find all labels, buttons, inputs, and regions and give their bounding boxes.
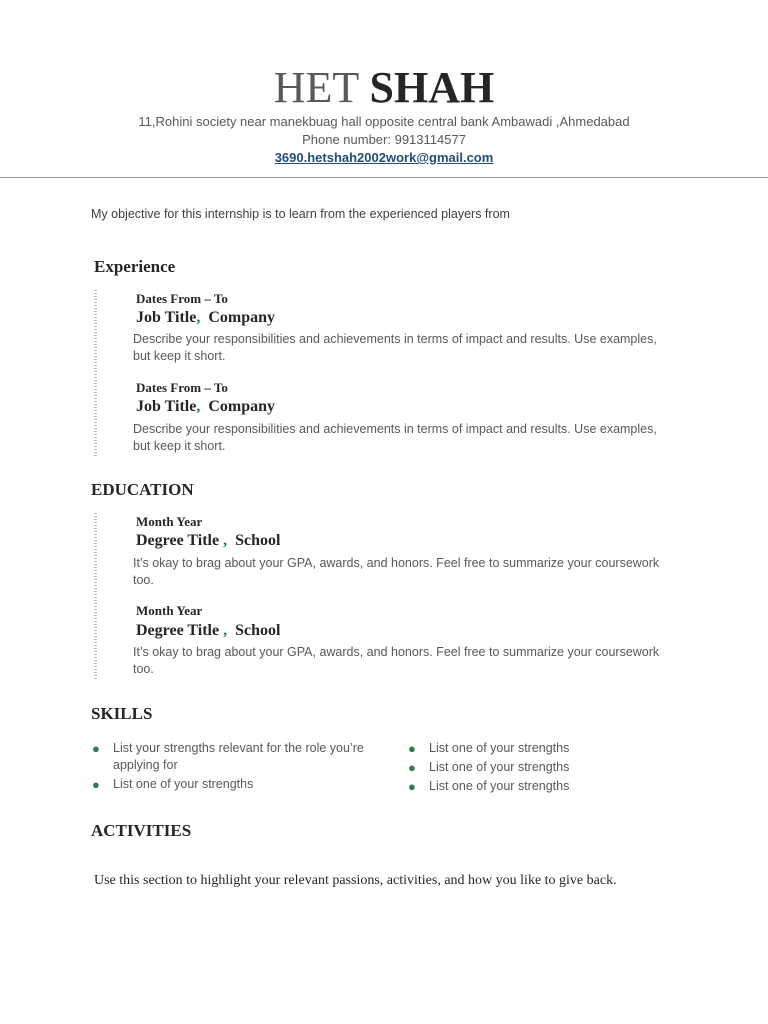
company-name: Company: [208, 309, 275, 326]
skill-text: List one of your strengths: [429, 779, 570, 793]
experience-dates: Dates From – To: [136, 291, 228, 306]
experience-job-line: [136, 398, 275, 416]
first-name: HET: [273, 63, 359, 112]
skill-text: List your strengths relevant for the role you’re applying for: [113, 741, 364, 772]
job-title: Job Title: [136, 398, 197, 415]
company-name: Company: [208, 398, 275, 415]
experience-heading: Experience: [94, 257, 176, 276]
skill-item: [92, 740, 388, 774]
last-name: SHAH: [369, 63, 495, 112]
bullet-icon: ●: [92, 741, 100, 756]
school-name: School: [235, 532, 281, 549]
activities-heading: ACTIVITIES: [91, 821, 192, 840]
address-line: 11,Rohini society near manekbuag hall opposite central bank Ambawadi ,Ahmedabad: [138, 114, 630, 129]
activities-text: Use this section to highlight your relevant passions, activities, and how you like to give back.: [94, 873, 617, 888]
education-description: It’s okay to brag about your GPA, awards, and honors. Feel free to summarize your coursework too.: [133, 556, 660, 587]
experience-timeline: [94, 290, 97, 456]
experience-dates: Dates From – To: [136, 380, 228, 395]
school-name: School: [235, 622, 281, 639]
phone-line: Phone number: 9913114577: [302, 132, 466, 147]
degree-title: Degree Title: [136, 532, 220, 549]
education-description: It’s okay to brag about your GPA, awards, and honors. Feel free to summarize your coursework too.: [133, 645, 660, 676]
education-timeline: [94, 513, 97, 679]
header-divider: [0, 177, 768, 178]
skill-text: List one of your strengths: [429, 760, 570, 774]
objective-text: My objective for this internship is to learn from the experienced players from: [91, 207, 510, 221]
job-title: Job Title: [136, 309, 197, 326]
job-comma: ,: [196, 398, 201, 415]
experience-job-line: [136, 309, 275, 327]
experience-description: Describe your responsibilities and achievements in terms of impact and results. Use examples, but keep it short.: [133, 422, 657, 453]
bullet-icon: ●: [408, 760, 416, 775]
skill-item: [92, 776, 388, 793]
skill-text: List one of your strengths: [429, 741, 570, 755]
bullet-icon: ●: [408, 741, 416, 756]
education-degree-line: [136, 622, 282, 640]
bullet-icon: ●: [408, 779, 416, 794]
education-heading: EDUCATION: [91, 480, 194, 499]
skill-text: List one of your strengths: [113, 777, 254, 791]
degree-title: Degree Title: [136, 622, 220, 639]
resume-name: [0, 60, 768, 116]
education-dates: Month Year: [136, 514, 203, 529]
skill-item: [408, 778, 679, 795]
email-link[interactable]: 3690.hetshah2002work@gmail.com: [274, 150, 494, 165]
experience-description: Describe your responsibilities and achievements in terms of impact and results. Use examples, but keep it short.: [133, 332, 657, 363]
skill-item: [408, 740, 679, 757]
degree-comma: ,: [223, 622, 228, 639]
education-dates: Month Year: [136, 603, 203, 618]
job-comma: ,: [196, 309, 201, 326]
skills-heading: SKILLS: [91, 704, 153, 723]
education-degree-line: [136, 532, 282, 550]
degree-comma: ,: [223, 532, 228, 549]
bullet-icon: ●: [92, 777, 100, 792]
skill-item: [408, 759, 679, 776]
